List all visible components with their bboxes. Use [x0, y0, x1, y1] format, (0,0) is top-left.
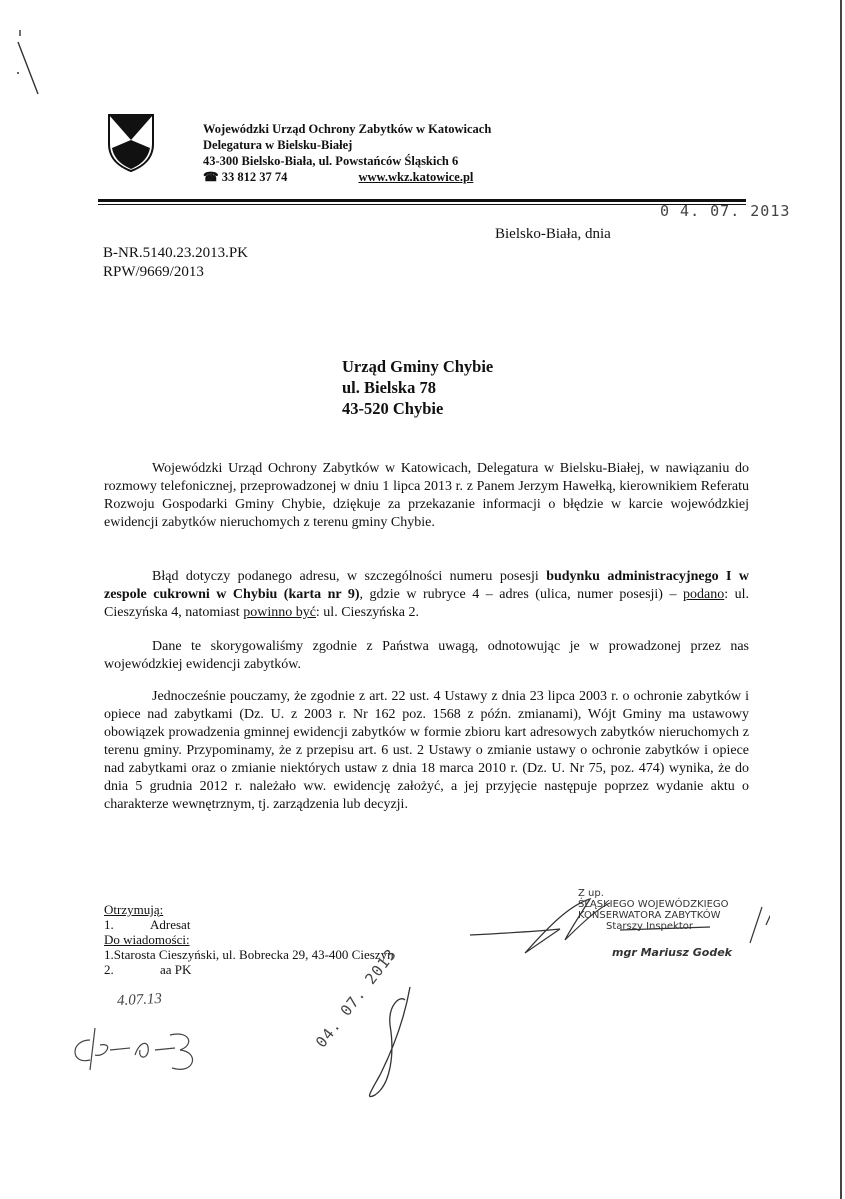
branch-name: Delegatura w Bielsku-Białej: [203, 138, 353, 152]
register-number: RPW/9669/2013: [103, 264, 204, 280]
list-item: 1. Adresat: [104, 917, 191, 932]
handwritten-date: 4.07.13: [116, 990, 163, 1010]
letterhead: [203, 121, 491, 185]
receives-label: Otrzymują:: [104, 902, 164, 917]
distribution-list: [104, 902, 394, 977]
phone-icon: ☎: [203, 170, 219, 184]
reference-block: [103, 244, 248, 282]
recipient-name: Urząd Gminy Chybie: [342, 357, 494, 376]
handwritten-paraph-icon: [350, 985, 430, 1105]
date-stamp: 0 4. 07. 2013: [660, 202, 791, 220]
paragraph-3: Dane te skorygowaliśmy zgodnie z Państwa uwagą, odnotowując je w prowadzonej przez nas wojewódzkiej ewidencji zabytków.: [104, 639, 749, 672]
recipient-street: ul. Bielska 78: [342, 378, 436, 397]
recipient-city: 43-520 Chybie: [342, 399, 444, 418]
signatory-name: mgr Mariusz Godek: [612, 946, 733, 959]
place-date: Bielsko-Biała, dnia: [495, 226, 611, 242]
recipient-address: [342, 356, 493, 419]
contact-line: [203, 169, 491, 185]
paragraph-1: Wojewódzki Urząd Ochrony Zabytków w Katowicach, Delegatura w Bielsku-Białej, w nawiązaniu do rozmowy telefonicznej, przeprowadzonej w dniu 1 lipca 2013 r. z Panem Jerzym Hawełką, kierownikiem Referatu Rozwoju Gospodarki Gminy Chybie, dziękuje za przekazanie informacji o błędzie w karcie wojewódzkiej ewidencji zabytków nieruchomych z terenu gminy Chybie.: [104, 461, 749, 530]
header-rule-thin: [98, 204, 746, 205]
scan-edge: [840, 0, 842, 1199]
handwritten-initials-icon: [60, 1020, 220, 1080]
website-link[interactable]: www.wkz.katowice.pl: [358, 170, 474, 184]
coat-of-arms-icon: [108, 114, 154, 172]
info-label: Do wiadomości:: [104, 932, 190, 947]
date-stamp-received: 04. 07. 2013: [312, 945, 401, 1052]
signature-stamp: Z up. ŚLĄSKIEGO WOJEWÓDZKIEGO KONSERWATORA ZABYTKÓW Starszy Inspektor: [578, 888, 729, 932]
building-name: budynku administracyjnego I w zespole cukrowni w Chybiu (karta nr 9): [104, 569, 749, 602]
institution-address: 43-300 Bielsko-Biała, ul. Powstańców Śląskich 6: [203, 154, 459, 168]
list-item: 1.Starosta Cieszyński, ul. Bobrecka 29, 43-400 Cieszyn: [104, 947, 394, 962]
list-item: 2. aa PK: [104, 962, 192, 977]
scan-mark-icon: [14, 28, 44, 98]
header-rule-thick: [98, 199, 746, 202]
handwritten-signature-icon: [470, 895, 770, 955]
case-number: B-NR.5140.23.2013.PK: [103, 245, 249, 261]
paragraph-2: Błąd dotyczy podanego adresu, w szczególności numeru posesji budynku administracyjnego I w zespole cukrowni w Chybiu (karta nr 9), gdzie w rubryce 4 – adres (ulica, numer posesji) – podano: ul. Cieszyńska 4, natomiast powinno być: ul. Cieszyńska 2.: [104, 569, 749, 620]
phone-number: 33 812 37 74: [221, 170, 288, 184]
paragraph-4: Jednocześnie pouczamy, że zgodnie z art. 22 ust. 4 Ustawy z dnia 23 lipca 2003 r. o ochronie zabytków i opiece nad zabytkami (Dz. U. z 2003 r. Nr 162 poz. 1568 z późn. zmianami), Wójt Gminy ma ustawowy obowiązek prowadzenia gminnej ewidencji zabytków w formie zbioru kart adresowych zabytków nieruchomych z terenu gminy. Przypominamy, że z przepisu art. 6 ust. 2 Ustawy o zmianie ustawy o ochronie zabytków i opiece nad zabytkami oraz o zmianie niektórych ustaw z dnia 18 marca 2010 r. (Dz. U. Nr 75, poz. 474) wynika, że do dnia 5 grudnia 2012 r. należało ww. ewidencję założyć, a jej przyjęcie następuje poprzez wydanie aktu o charakterze wewnętrznym, tj. zarządzenia lub decyzji.: [104, 689, 749, 812]
institution-name: Wojewódzki Urząd Ochrony Zabytków w Katowicach: [203, 122, 492, 136]
